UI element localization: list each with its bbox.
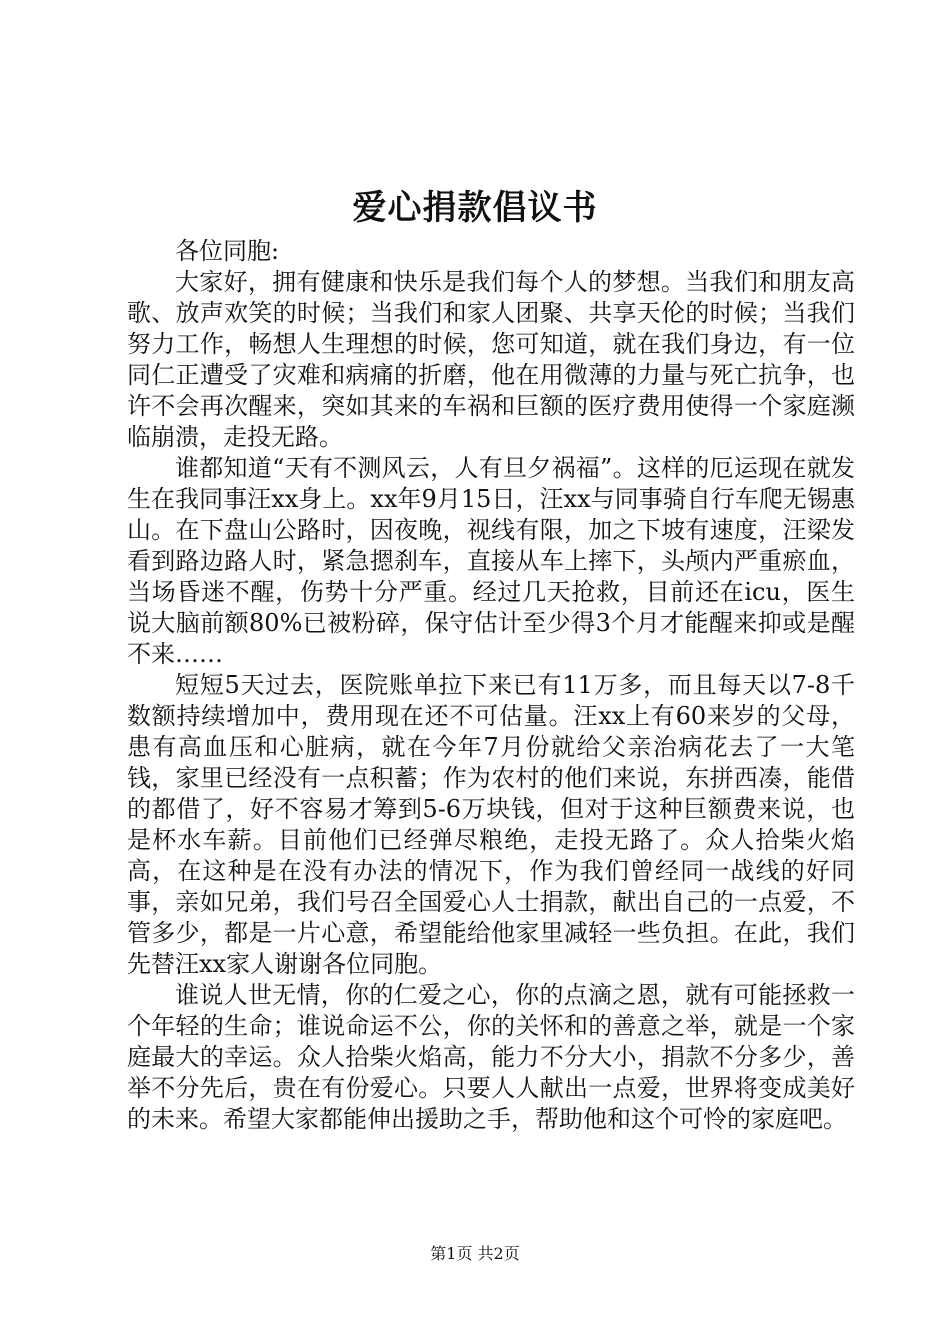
body-paragraph-1: 大家好，拥有健康和快乐是我们每个人的梦想。当我们和朋友高歌、放声欢笑的时候；当我们和家人团聚、共享天伦的时候；当我们努力工作，畅想人生理想的时候，您可知道，就在我们身边，有一位同仁正遭受了灾难和病痛的折磨，他在用微薄的力量与死亡抗争，也许不会再次醒来，突如其来的车祸和巨额的医疗费用使得一个家庭濒临崩溃，走投无路。 bbox=[127, 268, 855, 451]
body-paragraph-4: 谁说人世无情，你的仁爱之心，你的点滴之恩，就有可能拯救一个年轻的生命；谁说命运不公，你的关怀和的善意之举，就是一个家庭最大的幸运。众人拾柴火焰高，能力不分大小，捐款不分多少，善举不分先后，贵在有份爱心。只要人人献出一点爱，世界将变成美好的未来。希望大家都能伸出援助之手，帮助他和这个可怜的家庭吧。 bbox=[127, 981, 855, 1133]
page-number-footer: 第1页 共2页 bbox=[430, 1244, 520, 1263]
document-body bbox=[127, 236, 855, 1135]
document-title: 爱心捐款倡议书 bbox=[352, 188, 598, 228]
salutation: 各位同胞: bbox=[175, 237, 280, 265]
body-paragraph-3: 短短5天过去，医院账单拉下来已有11万多，而且每天以7-8千数额持续增加中，费用现在还不可估量。汪xx上有60来岁的父母，患有高血压和心脏病，就在今年7月份就给父亲治病花去了一大笔钱，家里已经没有一点积蓄；作为农村的他们来说，东拼西凑，能借的都借了，好不容易才筹到5-6万块钱，但对于这种巨额费来说，也是杯水车薪。目前他们已经弹尽粮绝，走投无路了。众人拾柴火焰高，在这种是在没有办法的情况下，作为我们曾经同一战线的好同事，亲如兄弟，我们号召全国爱心人士捐款，献出自己的一点爱，不管多少，都是一片心意，希望能给他家里减轻一些负担。在此，我们先替汪xx家人谢谢各位同胞。 bbox=[127, 671, 855, 978]
body-paragraph-2: 谁都知道“天有不测风云，人有旦夕祸福”。这样的厄运现在就发生在我同事汪xx身上。xx年9月15日，汪xx与同事骑自行车爬无锡惠山。在下盘山公路时，因夜晚，视线有限，加之下坡有速度，汪梁发看到路边路人时，紧急摁刹车，直接从车上摔下，头颅内严重瘀血，当场昏迷不醒，伤势十分严重。经过几天抢救，目前还在icu，医生说大脑前额80%已被粉碎，保守估计至少得3个月才能醒来抑或是醒不来…… bbox=[127, 454, 855, 668]
